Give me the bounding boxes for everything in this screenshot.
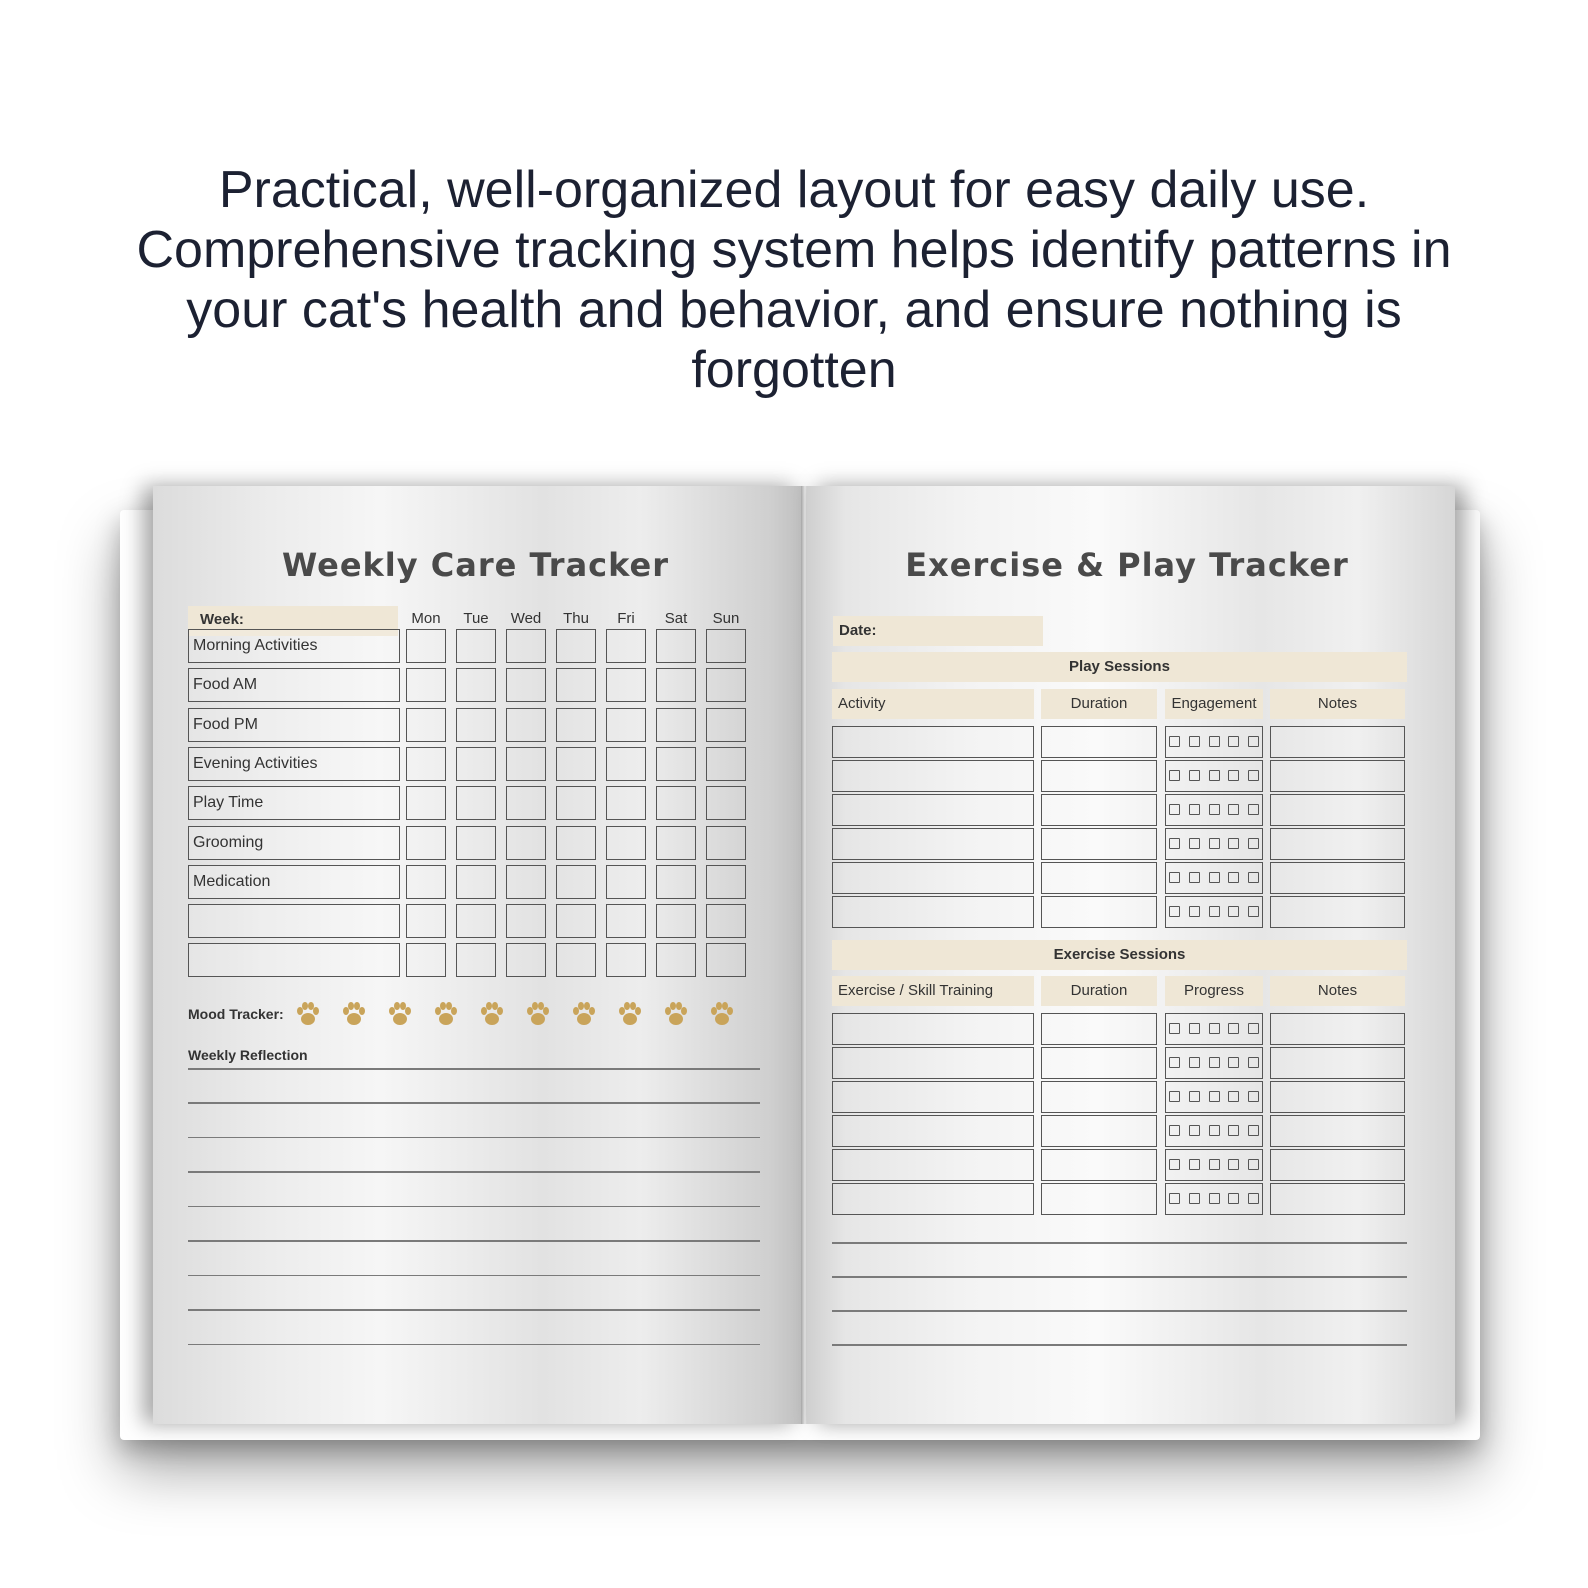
rating-checkbox[interactable] [1189, 838, 1200, 849]
entry-field[interactable] [1041, 896, 1157, 928]
day-checkbox[interactable] [506, 668, 546, 702]
entry-field[interactable] [1270, 1047, 1405, 1079]
day-checkbox[interactable] [406, 629, 446, 663]
entry-field[interactable] [832, 726, 1034, 758]
tracker-row-label[interactable] [188, 943, 400, 977]
rating-scale[interactable] [1165, 726, 1263, 758]
rating-checkbox[interactable] [1248, 1159, 1259, 1170]
day-checkbox[interactable] [606, 708, 646, 742]
rating-checkbox[interactable] [1189, 770, 1200, 781]
writing-line[interactable] [188, 1240, 760, 1242]
day-header: Tue [463, 610, 489, 627]
column-header: Exercise / Skill Training [832, 976, 1034, 1006]
rating-checkbox[interactable] [1209, 906, 1220, 917]
entry-field[interactable] [1270, 760, 1405, 792]
rating-checkbox[interactable] [1189, 1057, 1200, 1068]
day-checkbox[interactable] [656, 826, 696, 860]
date-label: Date: [833, 616, 1043, 646]
rating-checkbox[interactable] [1209, 1159, 1220, 1170]
column-header: Engagement [1165, 689, 1263, 719]
rating-checkbox[interactable] [1228, 872, 1239, 883]
column-header: Duration [1041, 689, 1157, 719]
tracker-row-label[interactable]: Medication [188, 865, 400, 899]
rating-checkbox[interactable] [1248, 736, 1259, 747]
day-checkbox[interactable] [456, 943, 496, 977]
day-checkbox[interactable] [556, 904, 596, 938]
entry-field[interactable] [1270, 726, 1405, 758]
entry-field[interactable] [1041, 1115, 1157, 1147]
rating-checkbox[interactable] [1209, 770, 1220, 781]
day-checkbox[interactable] [506, 826, 546, 860]
paw-print-icon[interactable] [522, 998, 554, 1030]
rating-checkbox[interactable] [1189, 1125, 1200, 1136]
day-header: Wed [510, 610, 542, 627]
rating-checkbox[interactable] [1189, 1091, 1200, 1102]
day-checkbox[interactable] [556, 708, 596, 742]
day-checkbox[interactable] [406, 904, 446, 938]
rating-checkbox[interactable] [1228, 1091, 1239, 1102]
rating-checkbox[interactable] [1209, 1057, 1220, 1068]
rating-checkbox[interactable] [1248, 1023, 1259, 1034]
day-checkbox[interactable] [506, 865, 546, 899]
entry-field[interactable] [1041, 794, 1157, 826]
entry-field[interactable] [1270, 794, 1405, 826]
day-checkbox[interactable] [456, 865, 496, 899]
day-checkbox[interactable] [406, 747, 446, 781]
rating-checkbox[interactable] [1209, 1125, 1220, 1136]
entry-field[interactable] [1041, 1081, 1157, 1113]
rating-checkbox[interactable] [1169, 906, 1180, 917]
reflection-underline [188, 1068, 760, 1070]
page-title: Exercise & Play Tracker [905, 546, 1349, 584]
paw-print-icon[interactable] [338, 998, 370, 1030]
rating-checkbox[interactable] [1228, 838, 1239, 849]
day-checkbox[interactable] [706, 904, 746, 938]
rating-scale[interactable] [1165, 1047, 1263, 1079]
exercise-sessions-band: Exercise Sessions [832, 940, 1407, 970]
rating-checkboxes [1166, 863, 1262, 883]
rating-checkbox[interactable] [1169, 1023, 1180, 1034]
entry-field[interactable] [1270, 896, 1405, 928]
right-page [807, 486, 1455, 1424]
rating-checkbox[interactable] [1228, 770, 1239, 781]
day-checkbox[interactable] [706, 708, 746, 742]
entry-field[interactable] [1041, 1013, 1157, 1045]
rating-scale[interactable] [1165, 760, 1263, 792]
rating-scale[interactable] [1165, 862, 1263, 894]
entry-field[interactable] [1041, 1149, 1157, 1181]
paw-print-icon[interactable] [384, 998, 416, 1030]
writing-line[interactable] [188, 1171, 760, 1173]
day-checkbox[interactable] [506, 708, 546, 742]
paw-print-icon[interactable] [614, 998, 646, 1030]
rating-checkbox[interactable] [1189, 906, 1200, 917]
day-checkbox[interactable] [606, 668, 646, 702]
rating-checkbox[interactable] [1169, 1193, 1180, 1204]
day-checkbox[interactable] [606, 629, 646, 663]
day-header: Sun [712, 610, 740, 627]
day-checkbox[interactable] [706, 943, 746, 977]
day-checkbox[interactable] [706, 865, 746, 899]
rating-scale[interactable] [1165, 1013, 1263, 1045]
writing-line[interactable] [832, 1276, 1407, 1278]
day-checkbox[interactable] [656, 747, 696, 781]
rating-scale[interactable] [1165, 896, 1263, 928]
day-checkbox[interactable] [406, 865, 446, 899]
rating-checkbox[interactable] [1248, 838, 1259, 849]
rating-scale[interactable] [1165, 828, 1263, 860]
day-checkbox[interactable] [406, 786, 446, 820]
writing-line[interactable] [832, 1310, 1407, 1312]
day-checkbox[interactable] [706, 826, 746, 860]
rating-checkbox[interactable] [1169, 736, 1180, 747]
day-checkbox[interactable] [456, 786, 496, 820]
day-header: Sat [664, 610, 688, 627]
rating-checkbox[interactable] [1209, 1023, 1220, 1034]
rating-checkboxes [1166, 1082, 1262, 1102]
day-checkbox[interactable] [606, 826, 646, 860]
paw-print-icon[interactable] [706, 998, 738, 1030]
rating-checkboxes [1166, 829, 1262, 849]
paw-print-icon[interactable] [660, 998, 692, 1030]
column-header: Notes [1270, 689, 1405, 719]
entry-field[interactable] [1041, 760, 1157, 792]
rating-checkbox[interactable] [1169, 1125, 1180, 1136]
day-checkbox[interactable] [706, 668, 746, 702]
headline: Practical, well-organized layout for easy daily use. Comprehensive tracking system helps identify patterns in your cat's health and behavior, and ensure nothing is forgotten [136, 161, 1452, 399]
day-checkbox[interactable] [656, 786, 696, 820]
rating-checkbox[interactable] [1228, 736, 1239, 747]
rating-checkboxes [1166, 1184, 1262, 1204]
writing-line[interactable] [188, 1275, 760, 1277]
day-checkbox[interactable] [656, 708, 696, 742]
rating-checkbox[interactable] [1209, 736, 1220, 747]
rating-checkbox[interactable] [1169, 804, 1180, 815]
rating-checkbox[interactable] [1248, 770, 1259, 781]
column-header: Activity [832, 689, 1034, 719]
paw-print-icon[interactable] [292, 998, 324, 1030]
paw-print-icon[interactable] [568, 998, 600, 1030]
day-checkbox[interactable] [556, 668, 596, 702]
rating-checkbox[interactable] [1189, 736, 1200, 747]
page-title: Weekly Care Tracker [281, 546, 670, 584]
rating-checkbox[interactable] [1169, 770, 1180, 781]
entry-field[interactable] [832, 862, 1034, 894]
rating-checkbox[interactable] [1228, 906, 1239, 917]
day-checkbox[interactable] [456, 904, 496, 938]
entry-field[interactable] [832, 828, 1034, 860]
day-checkbox[interactable] [656, 865, 696, 899]
rating-checkboxes [1166, 897, 1262, 917]
mood-tracker-label: Mood Tracker: [188, 1006, 284, 1022]
day-checkbox[interactable] [456, 708, 496, 742]
rating-scale[interactable] [1165, 794, 1263, 826]
rating-checkbox[interactable] [1228, 1193, 1239, 1204]
left-page [153, 486, 803, 1424]
day-checkbox[interactable] [556, 865, 596, 899]
tracker-row-label[interactable]: Morning Activities [188, 629, 400, 663]
day-checkbox[interactable] [656, 668, 696, 702]
entry-field[interactable] [1270, 1013, 1405, 1045]
rating-checkboxes [1166, 1150, 1262, 1170]
rating-checkbox[interactable] [1209, 838, 1220, 849]
entry-field[interactable] [832, 1047, 1034, 1079]
rating-checkbox[interactable] [1169, 1159, 1180, 1170]
day-checkbox[interactable] [706, 629, 746, 663]
day-checkbox[interactable] [656, 943, 696, 977]
rating-checkbox[interactable] [1209, 872, 1220, 883]
rating-checkbox[interactable] [1228, 804, 1239, 815]
day-checkbox[interactable] [556, 786, 596, 820]
rating-checkboxes [1166, 1048, 1262, 1068]
rating-checkbox[interactable] [1209, 804, 1220, 815]
weekly-reflection-label: Weekly Reflection [188, 1047, 308, 1063]
day-header: Mon [411, 610, 441, 627]
entry-field[interactable] [832, 1183, 1034, 1215]
rating-checkbox[interactable] [1189, 872, 1200, 883]
entry-field[interactable] [832, 1081, 1034, 1113]
rating-checkbox[interactable] [1228, 1057, 1239, 1068]
day-checkbox[interactable] [456, 629, 496, 663]
rating-checkboxes [1166, 1014, 1262, 1034]
entry-field[interactable] [832, 1013, 1034, 1045]
tracker-row-label[interactable]: Play Time [188, 786, 400, 820]
rating-checkbox[interactable] [1248, 1193, 1259, 1204]
day-checkbox[interactable] [506, 786, 546, 820]
rating-checkboxes [1166, 1116, 1262, 1136]
rating-checkbox[interactable] [1228, 1023, 1239, 1034]
day-checkbox[interactable] [506, 747, 546, 781]
day-checkbox[interactable] [456, 826, 496, 860]
day-checkbox[interactable] [456, 747, 496, 781]
entry-field[interactable] [1041, 828, 1157, 860]
rating-checkbox[interactable] [1248, 1125, 1259, 1136]
column-header: Notes [1270, 976, 1405, 1006]
rating-checkbox[interactable] [1169, 1057, 1180, 1068]
entry-field[interactable] [1041, 726, 1157, 758]
day-checkbox[interactable] [656, 904, 696, 938]
entry-field[interactable] [1270, 828, 1405, 860]
rating-checkbox[interactable] [1248, 804, 1259, 815]
writing-line[interactable] [832, 1242, 1407, 1244]
writing-line[interactable] [188, 1206, 760, 1208]
day-checkbox[interactable] [406, 708, 446, 742]
entry-field[interactable] [1041, 1047, 1157, 1079]
day-checkbox[interactable] [606, 786, 646, 820]
rating-checkbox[interactable] [1228, 1159, 1239, 1170]
rating-scale[interactable] [1165, 1115, 1263, 1147]
rating-checkbox[interactable] [1189, 804, 1200, 815]
day-header: Thu [563, 610, 589, 627]
day-checkbox[interactable] [556, 943, 596, 977]
day-checkbox[interactable] [406, 668, 446, 702]
entry-field[interactable] [832, 760, 1034, 792]
day-checkbox[interactable] [556, 747, 596, 781]
writing-line[interactable] [188, 1309, 760, 1311]
rating-checkbox[interactable] [1169, 872, 1180, 883]
day-checkbox[interactable] [706, 747, 746, 781]
rating-checkbox[interactable] [1248, 906, 1259, 917]
day-checkbox[interactable] [656, 629, 696, 663]
tracker-row-label[interactable]: Evening Activities [188, 747, 400, 781]
rating-scale[interactable] [1165, 1081, 1263, 1113]
writing-line[interactable] [188, 1137, 760, 1139]
day-checkbox[interactable] [556, 826, 596, 860]
entry-field[interactable] [832, 896, 1034, 928]
paw-print-icon[interactable] [476, 998, 508, 1030]
day-checkbox[interactable] [406, 943, 446, 977]
entry-field[interactable] [832, 1115, 1034, 1147]
entry-field[interactable] [1270, 1183, 1405, 1215]
entry-field[interactable] [832, 1149, 1034, 1181]
rating-scale[interactable] [1165, 1149, 1263, 1181]
rating-checkboxes [1166, 727, 1262, 747]
writing-line[interactable] [188, 1102, 760, 1104]
entry-field[interactable] [1270, 862, 1405, 894]
rating-checkbox[interactable] [1209, 1193, 1220, 1204]
rating-checkbox[interactable] [1248, 1091, 1259, 1102]
day-checkbox[interactable] [506, 904, 546, 938]
rating-checkbox[interactable] [1248, 872, 1259, 883]
rating-checkbox[interactable] [1189, 1159, 1200, 1170]
writing-line[interactable] [832, 1344, 1407, 1346]
day-checkbox[interactable] [556, 629, 596, 663]
rating-checkboxes [1166, 761, 1262, 781]
rating-checkbox[interactable] [1228, 1125, 1239, 1136]
entry-field[interactable] [1041, 1183, 1157, 1215]
entry-field[interactable] [1270, 1115, 1405, 1147]
rating-checkbox[interactable] [1189, 1023, 1200, 1034]
column-header: Progress [1165, 976, 1263, 1006]
rating-scale[interactable] [1165, 1183, 1263, 1215]
day-checkbox[interactable] [406, 826, 446, 860]
day-checkbox[interactable] [706, 786, 746, 820]
tracker-row-label[interactable]: Food AM [188, 668, 400, 702]
rating-checkbox[interactable] [1169, 1091, 1180, 1102]
column-header: Duration [1041, 976, 1157, 1006]
day-checkbox[interactable] [606, 904, 646, 938]
day-header: Fri [617, 610, 635, 627]
tracker-row-label[interactable]: Food PM [188, 708, 400, 742]
rating-checkbox[interactable] [1248, 1057, 1259, 1068]
paw-print-icon[interactable] [430, 998, 462, 1030]
entry-field[interactable] [1041, 862, 1157, 894]
tracker-row-label[interactable]: Grooming [188, 826, 400, 860]
tracker-row-label[interactable] [188, 904, 400, 938]
entry-field[interactable] [1270, 1081, 1405, 1113]
day-checkbox[interactable] [606, 747, 646, 781]
rating-checkbox[interactable] [1169, 838, 1180, 849]
day-checkbox[interactable] [456, 668, 496, 702]
day-checkbox[interactable] [606, 865, 646, 899]
week-label: Week: [188, 606, 398, 636]
play-sessions-band: Play Sessions [832, 652, 1407, 682]
day-checkbox[interactable] [506, 943, 546, 977]
writing-line[interactable] [188, 1344, 760, 1346]
entry-field[interactable] [832, 794, 1034, 826]
rating-checkbox[interactable] [1209, 1091, 1220, 1102]
day-checkbox[interactable] [606, 943, 646, 977]
rating-checkbox[interactable] [1189, 1193, 1200, 1204]
rating-checkboxes [1166, 795, 1262, 815]
day-checkbox[interactable] [506, 629, 546, 663]
entry-field[interactable] [1270, 1149, 1405, 1181]
